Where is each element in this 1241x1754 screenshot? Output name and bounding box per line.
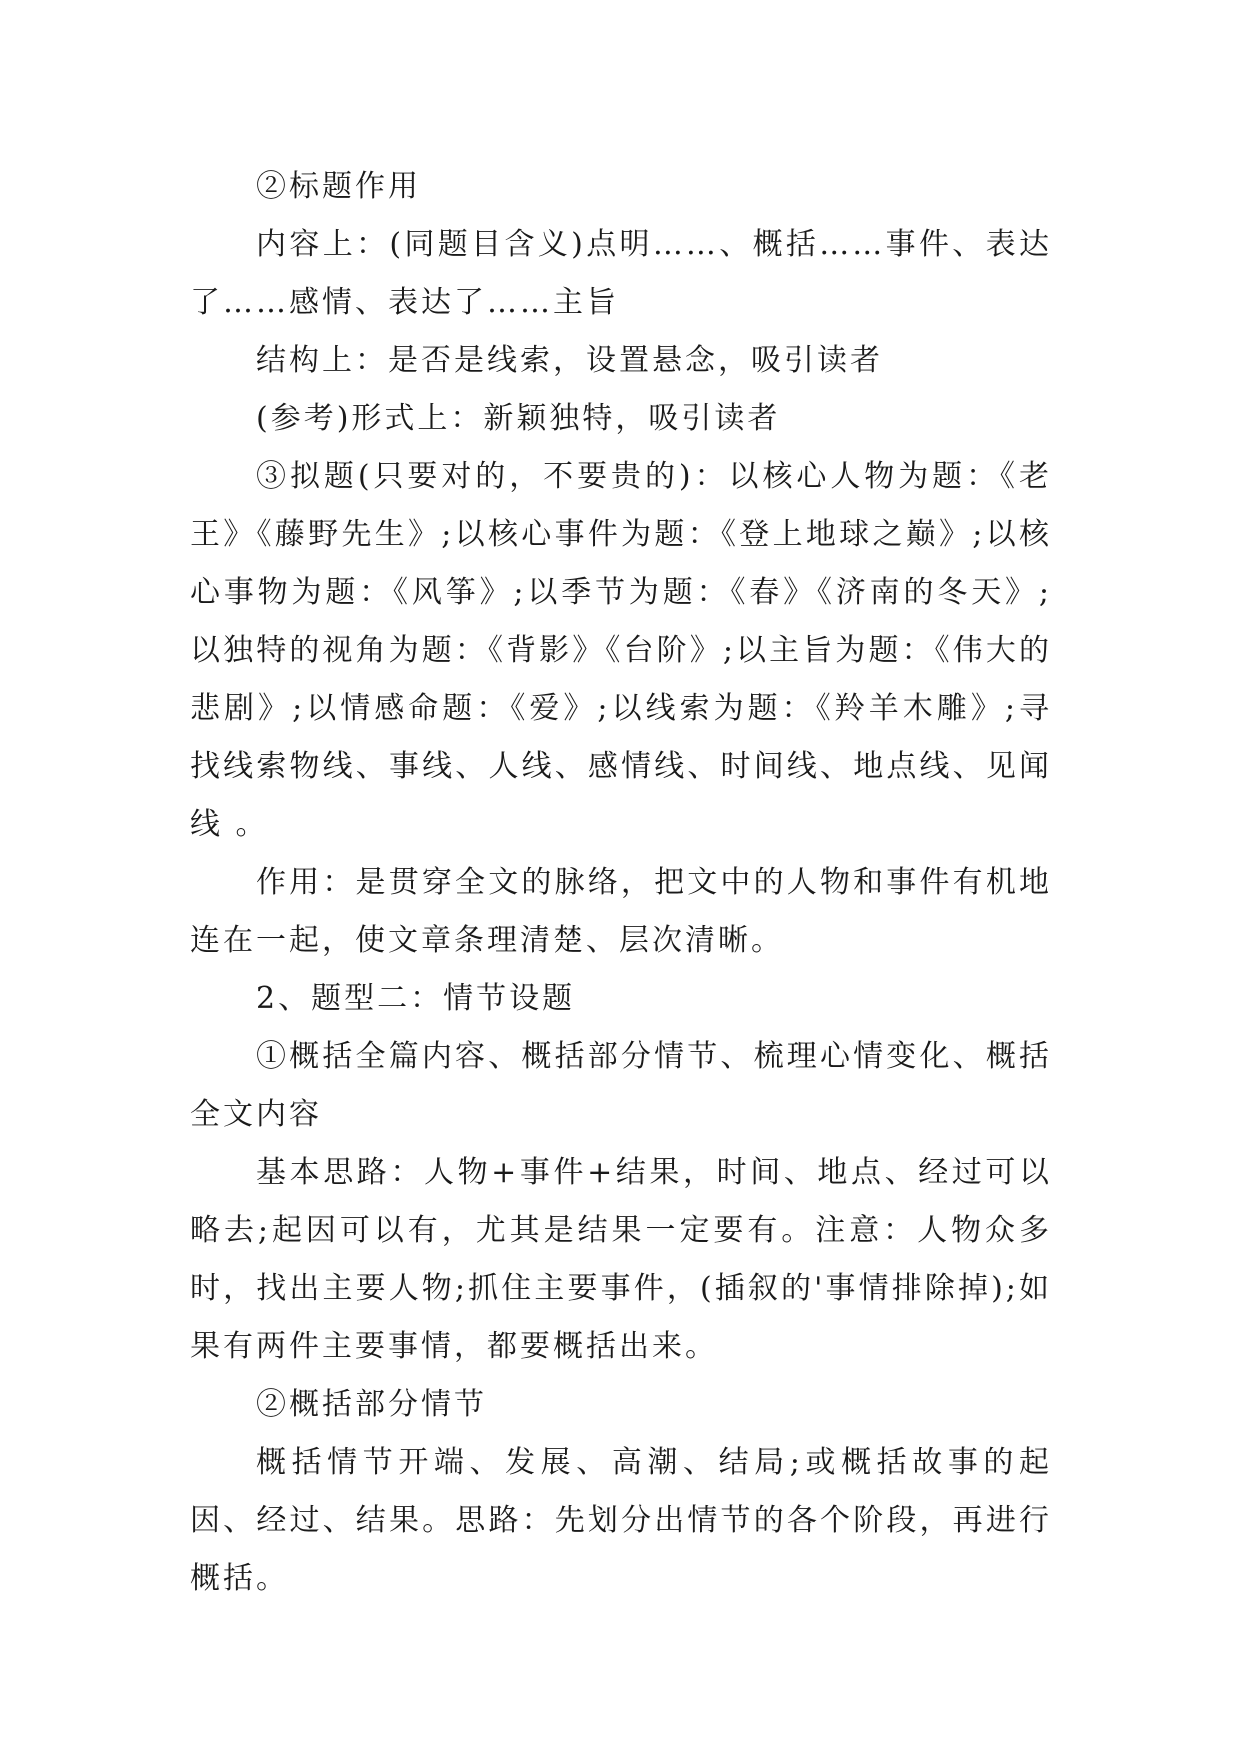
paragraph-basic-approach: 基本思路：人物+事件+结果，时间、地点、经过可以略去;起因可以有，尤其是结果一定要有。注意：人物众多时，找出主要人物;抓住主要事件，(插叙的'事情排除掉);如果有两件主要事情，都要概括出来。 (190, 1155, 1052, 1364)
paragraph-form-aspect: (参考)形式上：新颖独特，吸引读者 (256, 401, 781, 436)
paragraph-title-drafting: ③拟题(只要对的，不要贵的)：以核心人物为题：《老王》《藤野先生》;以核心事件为题：《登上地球之巅》;以核心事物为题：《风筝》;以季节为题：《春》《济南的冬天》;以独特的视角为题：《背影》《台阶》;以主旨为题：《伟大的悲剧》;以情感命题：《爱》;以线索为题：《羚羊木雕》;寻找线索物线、事线、人线、感情线、时间线、地点线、见闻线 。 (190, 459, 1052, 842)
paragraph-structure-aspect: 结构上：是否是线索，设置悬念，吸引读者 (256, 343, 883, 378)
paragraph-partial-plot-heading: ②概括部分情节 (256, 1387, 487, 1422)
paragraph-summarize-heading: ①概括全篇内容、概括部分情节、梳理心情变化、概括全文内容 (190, 1039, 1052, 1132)
paragraph-partial-plot-method: 概括情节开端、发展、高潮、结局;或概括故事的起因、经过、结果。思路：先划分出情节的各个阶段，再进行概括。 (190, 1445, 1052, 1596)
document-body (190, 158, 1052, 1608)
paragraph-clue-function: 作用：是贯穿全文的脉络，把文中的人物和事件有机地连在一起，使文章条理清楚、层次清晰。 (190, 865, 1052, 958)
paragraph-content-aspect: 内容上：(同题目含义)点明……、概括……事件、表达了……感情、表达了……主旨 (190, 227, 1052, 320)
paragraph-question-type-two: 2、题型二：情节设题 (256, 981, 576, 1016)
paragraph-title-function-heading: ②标题作用 (256, 169, 421, 204)
